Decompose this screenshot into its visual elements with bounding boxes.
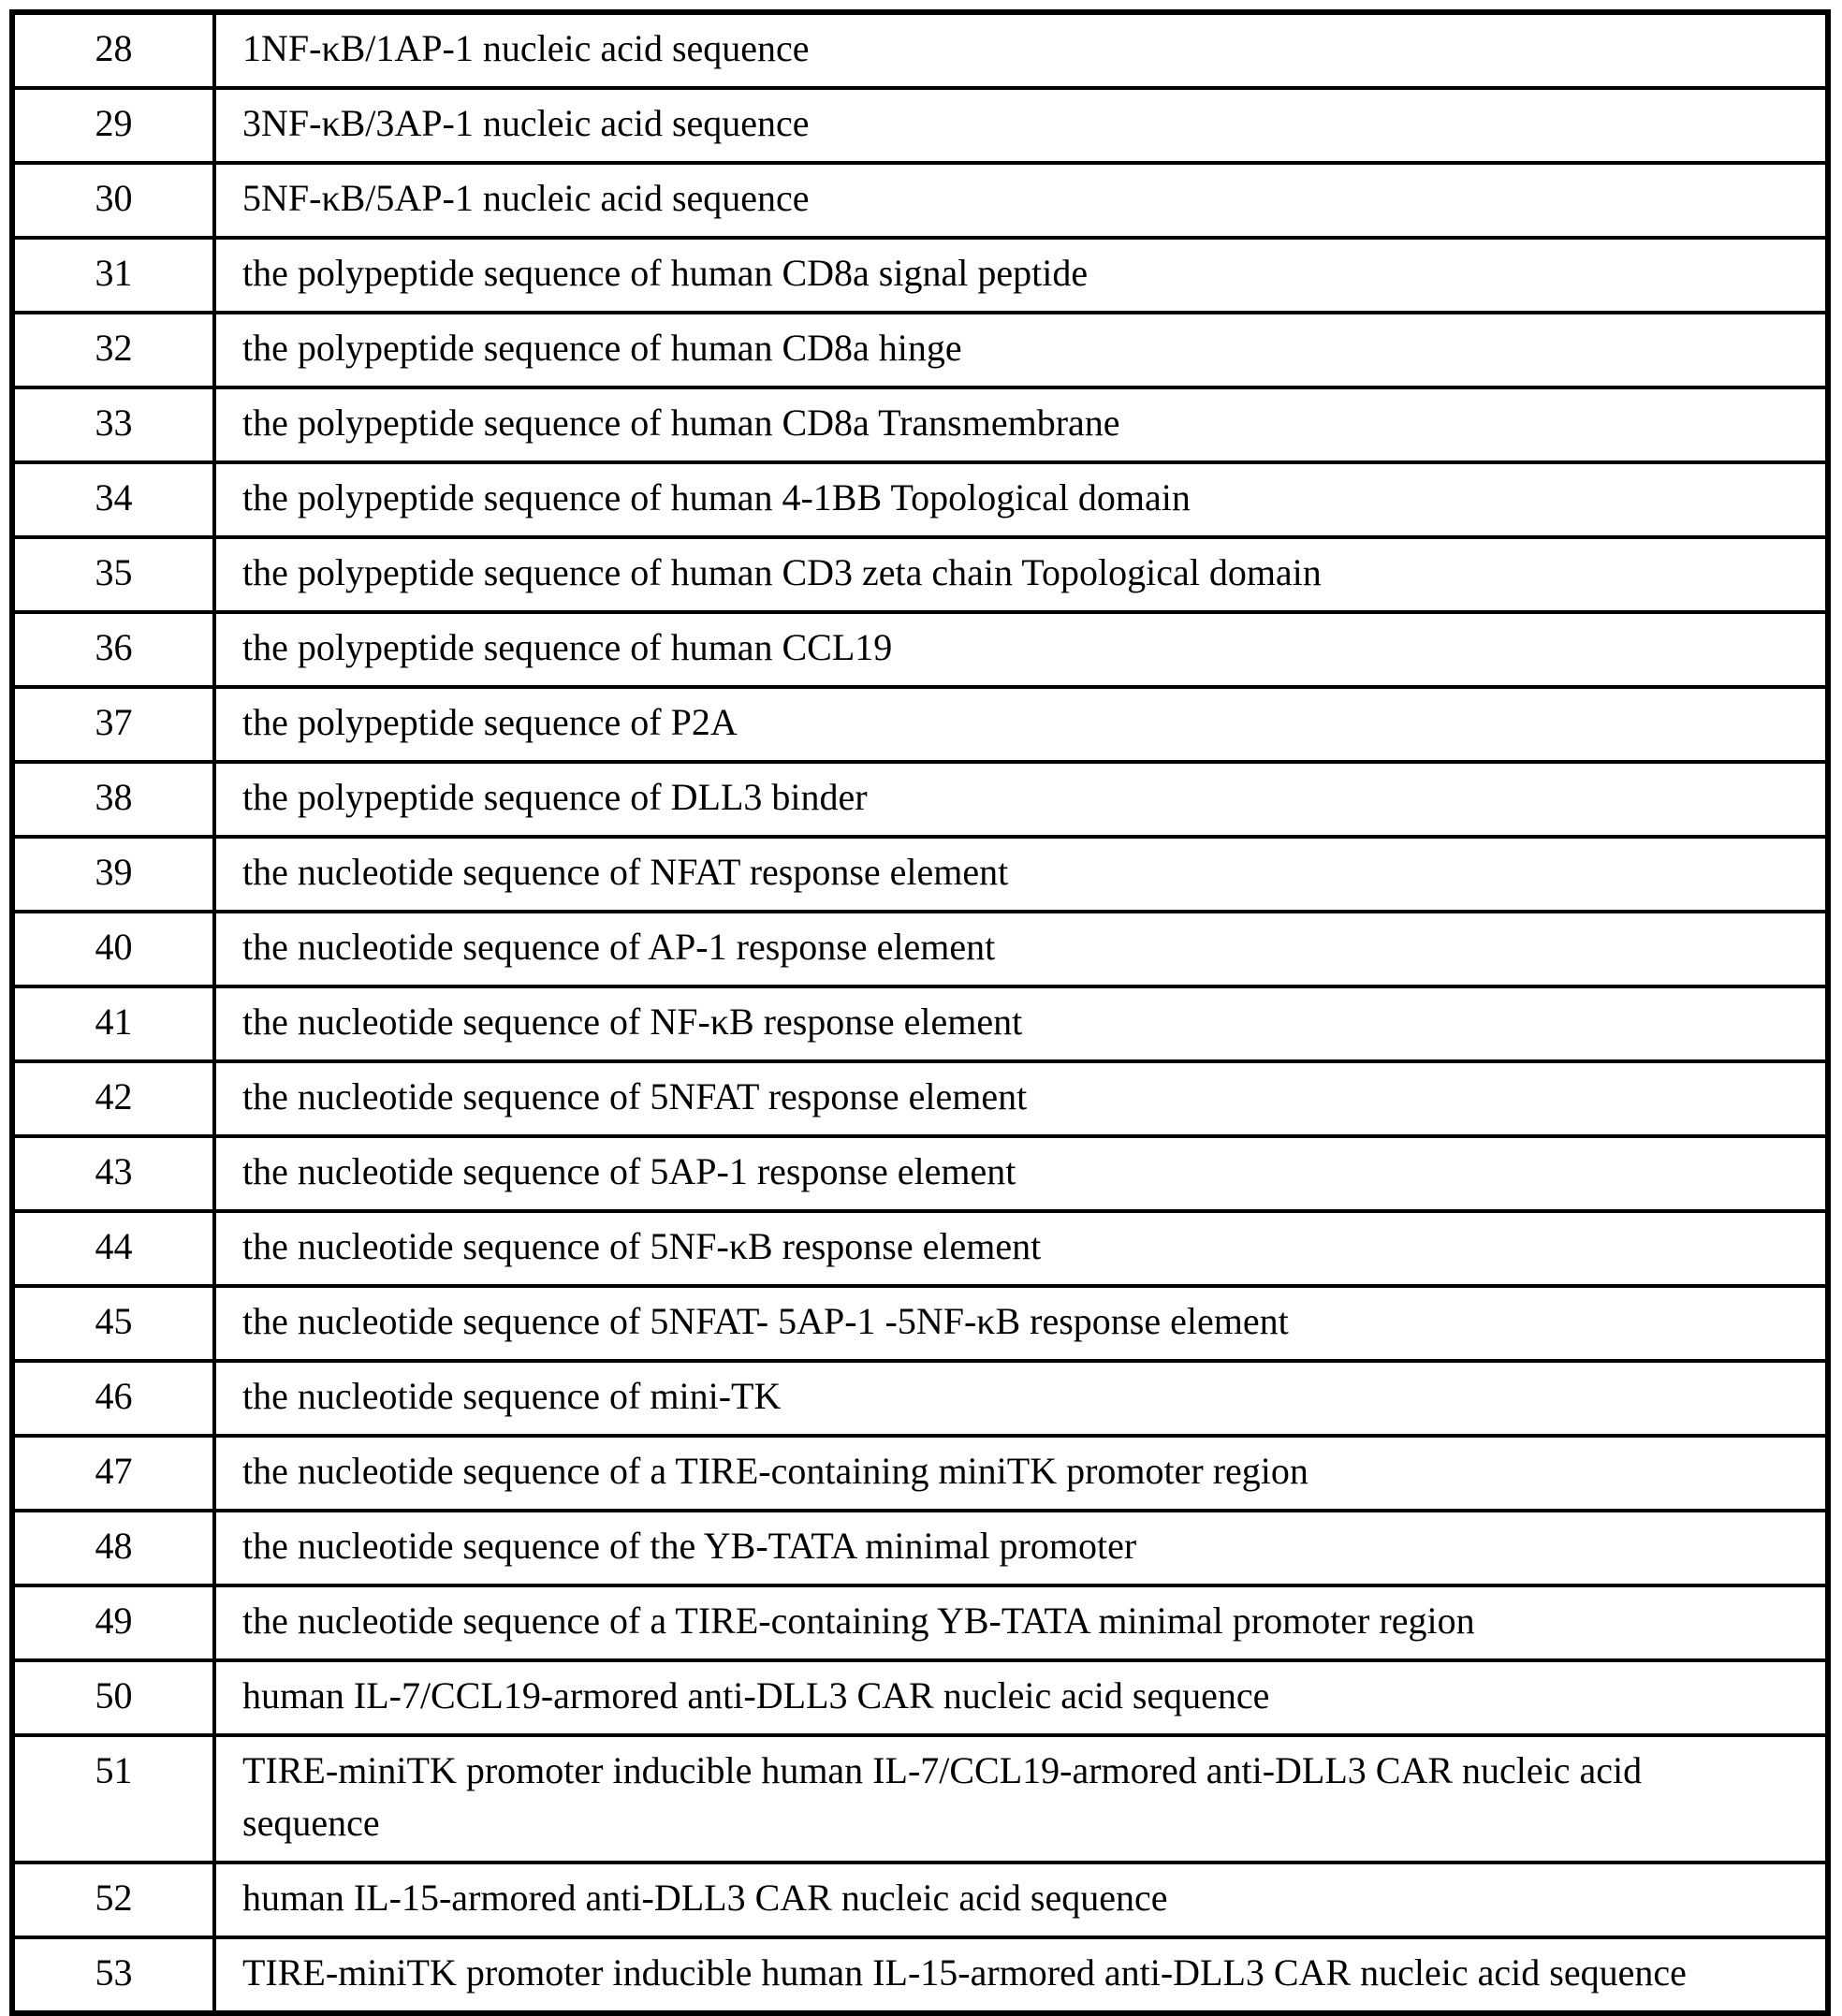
- sequence-description-cell: the polypeptide sequence of DLL3 binder: [214, 762, 1828, 837]
- sequence-description-cell: the polypeptide sequence of P2A: [214, 687, 1828, 762]
- table-row: [12, 1660, 1828, 1735]
- sequence-description-cell: the polypeptide sequence of human CD8a Transmembrane: [214, 387, 1828, 462]
- sequence-description-cell: the nucleotide sequence of a TIRE-containing YB-TATA minimal promoter region: [214, 1585, 1828, 1660]
- sequence-description-cell: the nucleotide sequence of AP-1 response element: [214, 912, 1828, 986]
- table-row: [12, 912, 1828, 986]
- table-row: [12, 1937, 1828, 2013]
- table-row: [12, 1286, 1828, 1361]
- sequence-description-cell: 1NF-κB/1AP-1 nucleic acid sequence: [214, 12, 1828, 88]
- sequence-description-cell: 3NF-κB/3AP-1 nucleic acid sequence: [214, 88, 1828, 163]
- sequence-id-cell: 33: [12, 387, 214, 462]
- sequence-description-cell: the polypeptide sequence of human 4-1BB Topological domain: [214, 462, 1828, 537]
- table-row: [12, 238, 1828, 313]
- table-row: [12, 1436, 1828, 1511]
- table-row: [12, 1361, 1828, 1436]
- sequence-description-cell: the nucleotide sequence of the YB-TATA minimal promoter: [214, 1511, 1828, 1585]
- table-row: [12, 1136, 1828, 1211]
- table-row: [12, 313, 1828, 387]
- table-row: [12, 687, 1828, 762]
- sequence-id-cell: 36: [12, 612, 214, 687]
- table-row: [12, 462, 1828, 537]
- sequence-listing-table: [9, 9, 1831, 2016]
- sequence-description-cell: the polypeptide sequence of human CD8a hinge: [214, 313, 1828, 387]
- table-row: [12, 1511, 1828, 1585]
- table-row: [12, 986, 1828, 1061]
- sequence-description-cell: the nucleotide sequence of 5NFAT- 5AP-1 -5NF-κB response element: [214, 1286, 1828, 1361]
- sequence-id-cell: 30: [12, 163, 214, 238]
- table-row: [12, 12, 1828, 88]
- sequence-id-cell: 41: [12, 986, 214, 1061]
- sequence-description-cell: the nucleotide sequence of a TIRE-containing miniTK promoter region: [214, 1436, 1828, 1511]
- sequence-id-cell: 45: [12, 1286, 214, 1361]
- sequence-description-cell: the polypeptide sequence of human CD3 zeta chain Topological domain: [214, 537, 1828, 612]
- sequence-description-cell: the nucleotide sequence of NFAT response element: [214, 837, 1828, 912]
- table-row: [12, 612, 1828, 687]
- sequence-id-cell: 46: [12, 1361, 214, 1436]
- sequence-id-cell: 28: [12, 12, 214, 88]
- sequence-description-cell: the nucleotide sequence of 5NF-κB response element: [214, 1211, 1828, 1286]
- sequence-description-cell: the nucleotide sequence of 5AP-1 response element: [214, 1136, 1828, 1211]
- sequence-description-cell: the nucleotide sequence of 5NFAT response element: [214, 1061, 1828, 1136]
- sequence-description-cell: the nucleotide sequence of mini-TK: [214, 1361, 1828, 1436]
- sequence-id-cell: 40: [12, 912, 214, 986]
- sequence-id-cell: 53: [12, 1937, 214, 2013]
- sequence-description-cell: the polypeptide sequence of human CD8a signal peptide: [214, 238, 1828, 313]
- sequence-id-cell: 51: [12, 1735, 214, 1863]
- table-row: [12, 1211, 1828, 1286]
- table-row: [12, 1863, 1828, 1937]
- table-row: [12, 537, 1828, 612]
- sequence-id-cell: 29: [12, 88, 214, 163]
- sequence-id-cell: 52: [12, 1863, 214, 1937]
- table-row: [12, 88, 1828, 163]
- sequence-table-body: [12, 12, 1828, 2013]
- sequence-id-cell: 43: [12, 1136, 214, 1211]
- sequence-description-cell: human IL-7/CCL19-armored anti-DLL3 CAR nucleic acid sequence: [214, 1660, 1828, 1735]
- table-row: [12, 837, 1828, 912]
- sequence-id-cell: 48: [12, 1511, 214, 1585]
- sequence-id-cell: 34: [12, 462, 214, 537]
- sequence-id-cell: 39: [12, 837, 214, 912]
- sequence-description-cell: 5NF-κB/5AP-1 nucleic acid sequence: [214, 163, 1828, 238]
- document-page: [9, 9, 1831, 2016]
- sequence-id-cell: 42: [12, 1061, 214, 1136]
- sequence-description-cell: TIRE-miniTK promoter inducible human IL-7/CCL19-armored anti-DLL3 CAR nucleic acid sequence: [214, 1735, 1828, 1863]
- table-row: [12, 1585, 1828, 1660]
- table-row: [12, 1735, 1828, 1863]
- sequence-id-cell: 32: [12, 313, 214, 387]
- table-row: [12, 762, 1828, 837]
- table-row: [12, 163, 1828, 238]
- sequence-id-cell: 31: [12, 238, 214, 313]
- sequence-id-cell: 38: [12, 762, 214, 837]
- sequence-description-cell: human IL-15-armored anti-DLL3 CAR nucleic acid sequence: [214, 1863, 1828, 1937]
- table-row: [12, 387, 1828, 462]
- sequence-id-cell: 37: [12, 687, 214, 762]
- sequence-description-cell: TIRE-miniTK promoter inducible human IL-15-armored anti-DLL3 CAR nucleic acid sequence: [214, 1937, 1828, 2013]
- sequence-id-cell: 47: [12, 1436, 214, 1511]
- sequence-id-cell: 35: [12, 537, 214, 612]
- sequence-id-cell: 44: [12, 1211, 214, 1286]
- sequence-id-cell: 50: [12, 1660, 214, 1735]
- sequence-description-cell: the polypeptide sequence of human CCL19: [214, 612, 1828, 687]
- sequence-description-cell: the nucleotide sequence of NF-κB response element: [214, 986, 1828, 1061]
- sequence-id-cell: 49: [12, 1585, 214, 1660]
- table-row: [12, 1061, 1828, 1136]
